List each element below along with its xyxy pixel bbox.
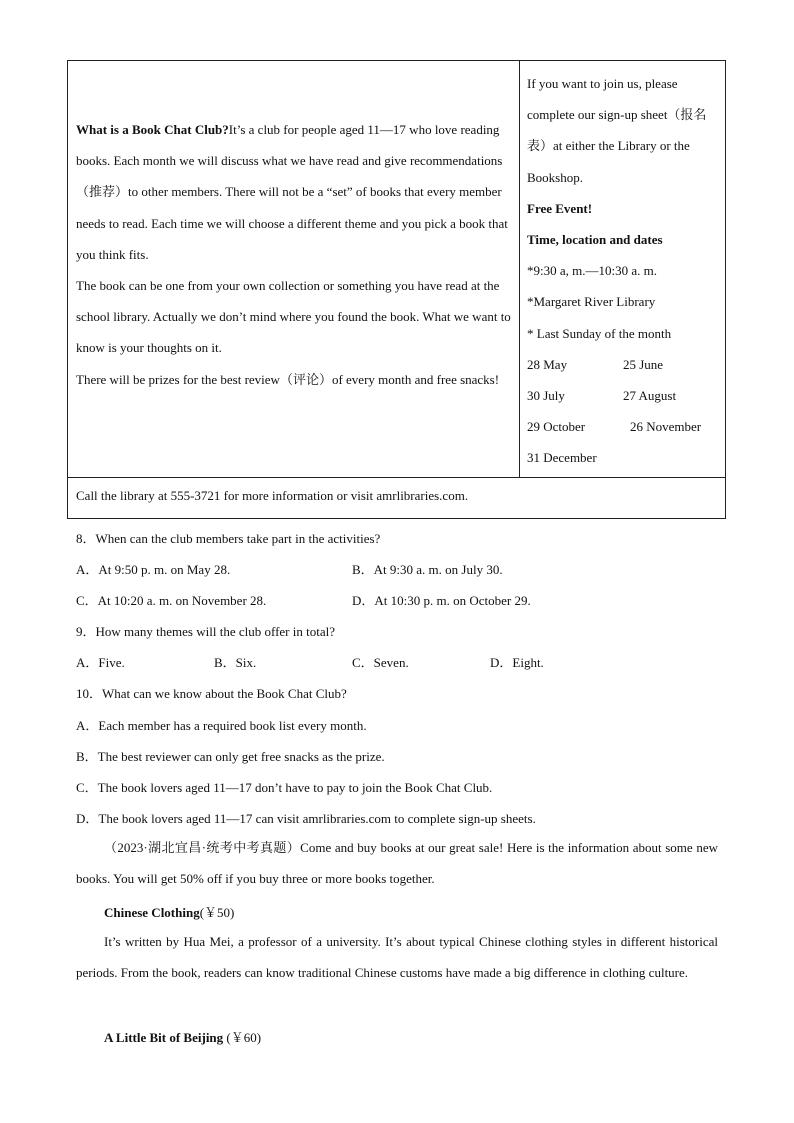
book-1-title: Chinese Clothing: [104, 905, 200, 920]
question-9-option-b: B．Six.: [214, 655, 257, 670]
date-row: [527, 442, 723, 473]
date-row: [527, 411, 723, 442]
event-time: *9:30 a, m.—10:30 a. m.: [527, 263, 657, 279]
column-divider: [519, 61, 520, 477]
club-notice-table: [67, 60, 726, 519]
book-1-heading: [104, 902, 234, 921]
date: 29 October: [527, 419, 586, 435]
club-details-cell: [527, 68, 723, 474]
club-description-cell: [76, 114, 514, 395]
row-divider: [68, 477, 725, 478]
club-intro-paragraph: [76, 114, 514, 270]
question-10-option-c: C．The book lovers aged 11—17 don’t have to pay to join the Book Chat Club.: [76, 780, 493, 795]
date-row: [527, 380, 723, 411]
contact-info: Call the library at 555-3721 for more information or visit amrlibraries.com.: [76, 488, 469, 503]
date: 27 August: [623, 388, 677, 404]
question-9-option-c: C．Seven.: [352, 655, 409, 670]
question-8-option-a: A．At 9:50 p. m. on May 28.: [76, 562, 231, 577]
time-location-heading: Time, location and dates: [527, 232, 663, 248]
book-2-title: A Little Bit of Beijing: [104, 1030, 224, 1045]
event-location: *Margaret River Library: [527, 294, 656, 310]
question-10-option-a: A．Each member has a required book list every month.: [76, 718, 367, 733]
question-9-option-d: D．Eight.: [490, 655, 544, 670]
question-9-option-a: A．Five.: [76, 655, 125, 670]
book-2-price: (￥60): [226, 1030, 262, 1045]
join-instructions: If you want to join us, please complete our sign-up sheet（报名表）at either the Library or the Bookshop.: [527, 76, 707, 185]
club-book-source-paragraph: The book can be one from your own collection or something you have read at the school library. Actually we don’t mind where you found the book. What we want to know is your thoughts on it.: [76, 278, 511, 356]
question-8-option-d: D．At 10:30 p. m. on October 29.: [352, 593, 531, 608]
question-8-option-c: C．At 10:20 a. m. on November 28.: [76, 593, 267, 608]
date-row: [527, 349, 723, 380]
question-8-stem: 8．When can the club members take part in the activities?: [76, 531, 381, 546]
book-1-description: It’s written by Hua Mei, a professor of a university. It’s about typical Chinese clothing styles in different historical periods. From the book, readers can know traditional Chinese customs have made a big difference in clothing culture.: [76, 934, 718, 981]
question-10-option-d: D．The book lovers aged 11—17 can visit amrlibraries.com to complete sign-up sheets.: [76, 811, 536, 826]
event-frequency: * Last Sunday of the month: [527, 325, 672, 341]
question-10-option-b: B．The best reviewer can only get free snacks as the prize.: [76, 749, 385, 764]
book-1-price: (￥50): [199, 905, 235, 920]
club-intro-question: What is a Book Chat Club?: [76, 122, 229, 137]
passage-intro: （2023·湖北宜昌·统考中考真题）Come and buy books at our great sale! Here is the information about some new books. You will get 50% off if you buy three or more books together.: [76, 840, 718, 887]
club-prizes-paragraph: There will be prizes for the best review（评论）of every month and free snacks!: [76, 371, 500, 387]
date: 30 July: [527, 388, 565, 404]
date: 25 June: [623, 356, 664, 372]
question-8-option-b: B．At 9:30 a. m. on July 30.: [352, 562, 503, 577]
club-intro-text: It’s a club for people aged 11—17 who love reading books. Each month we will discuss what we have read and give recommendations（推荐）to other members. There will not be a “set” of books that every member needs to read. Each time we will choose a different theme and you pick a book that you think fits.: [76, 122, 508, 262]
book-2-heading: [104, 1027, 261, 1046]
question-10-stem: 10．What can we know about the Book Chat Club?: [76, 686, 347, 701]
question-9-stem: 9．How many themes will the club offer in total?: [76, 624, 335, 639]
date: 26 November: [630, 419, 702, 435]
date: 28 May: [527, 356, 568, 372]
date: 31 December: [527, 450, 597, 466]
free-event-label: Free Event!: [527, 200, 593, 216]
